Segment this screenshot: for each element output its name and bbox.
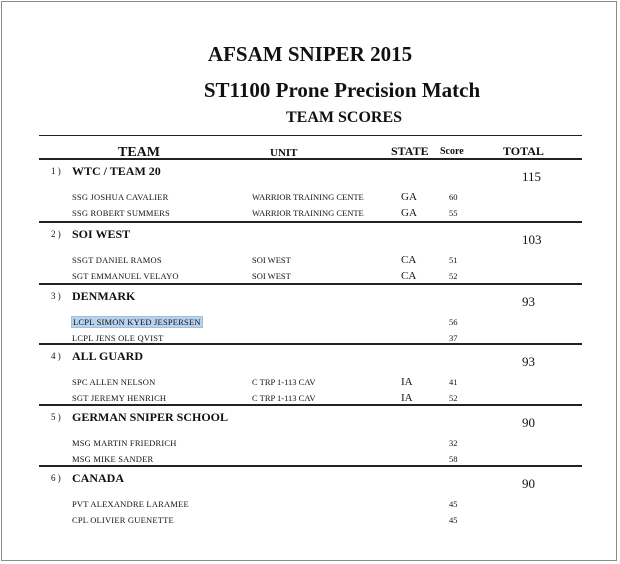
team-divider [39,465,582,467]
member-row [39,515,582,529]
member-score: 60 [449,192,458,202]
page-title: AFSAM SNIPER 2015 [207,42,413,66]
member-score: 56 [449,317,458,327]
team-total: 90 [522,476,535,491]
member-score: 32 [449,438,458,448]
column-header-total: TOTAL [503,144,544,158]
member-name: LCPL SIMON KYED JESPERSEN [73,317,201,327]
member-state: CA [401,270,417,282]
member-score: 52 [449,271,458,281]
team-rank: 3 ) [51,291,61,301]
member-unit: SOI WEST [252,255,291,265]
team-total: 93 [522,294,535,309]
team-name: ALL GUARD [72,349,144,363]
member-row [39,255,582,269]
member-row [39,192,582,206]
team-divider [39,343,582,345]
member-unit: C TRP 1-113 CAV [252,377,316,387]
team-divider [39,283,582,285]
column-header-team: TEAM [118,145,160,160]
member-row [39,208,582,222]
team-rank: 6 ) [51,473,61,483]
member-state: CA [401,254,417,266]
member-name: CPL OLIVIER GUENETTE [72,515,174,525]
team-name: DENMARK [72,289,136,303]
team-total: 115 [522,169,542,184]
team-block [39,158,582,218]
team-divider [39,404,582,406]
score-sheet-page [1,1,617,561]
column-header-unit: UNIT [270,147,298,159]
team-rank: 1 ) [51,166,61,176]
member-unit: WARRIOR TRAINING CENTE [252,208,364,218]
member-row [39,499,582,513]
team-name: CANADA [72,471,124,485]
column-header-state: STATE [391,144,429,158]
member-score: 52 [449,393,458,403]
team-block [39,221,582,281]
team-name: SOI WEST [72,227,131,241]
team-block [39,404,582,464]
team-total: 90 [522,415,535,430]
member-score: 45 [449,515,458,525]
member-name: SSGT DANIEL RAMOS [72,255,162,265]
team-rank: 5 ) [51,412,61,422]
member-name: MSG MARTIN FRIEDRICH [72,438,177,448]
member-score: 41 [449,377,458,387]
member-name: SGT JEREMY HENRICH [72,393,167,403]
member-name: SSG JOSHUA CAVALIER [72,192,169,202]
column-header-score: Score [440,146,464,157]
team-block [39,283,582,343]
member-state: GA [401,191,417,203]
member-row [39,317,582,331]
member-score: 58 [449,454,458,464]
team-total: 93 [522,354,535,369]
team-rank: 4 ) [51,351,61,361]
team-divider [39,158,582,160]
member-name: PVT ALEXANDRE LARAMEE [72,499,189,509]
member-name: SGT EMMANUEL VELAYO [72,271,179,281]
team-rank: 2 ) [51,229,61,239]
header-top-rule [39,135,582,136]
member-row [39,377,582,391]
team-block [39,343,582,403]
team-divider [39,221,582,223]
member-state: IA [401,392,413,404]
member-unit: C TRP 1-113 CAV [252,393,316,403]
member-name: SSG ROBERT SUMMERS [72,208,170,218]
member-score: 45 [449,499,458,509]
team-name: WTC / TEAM 20 [72,164,161,178]
member-score: 55 [449,208,458,218]
member-score: 37 [449,333,458,343]
member-name: SPC ALLEN NELSON [72,377,156,387]
member-name: MSG MIKE SANDER [72,454,154,464]
member-unit: WARRIOR TRAINING CENTE [252,192,364,202]
member-state: IA [401,376,413,388]
member-score: 51 [449,255,458,265]
team-block [39,465,582,525]
section-title: TEAM SCORES [285,109,403,126]
match-subtitle: ST1100 Prone Precision Match [203,78,481,102]
member-state: GA [401,207,417,219]
member-row [39,438,582,452]
team-name: GERMAN SNIPER SCHOOL [72,410,229,424]
member-unit: SOI WEST [252,271,291,281]
member-name: LCPL JENS OLE QVIST [72,333,164,343]
team-total: 103 [522,232,542,247]
